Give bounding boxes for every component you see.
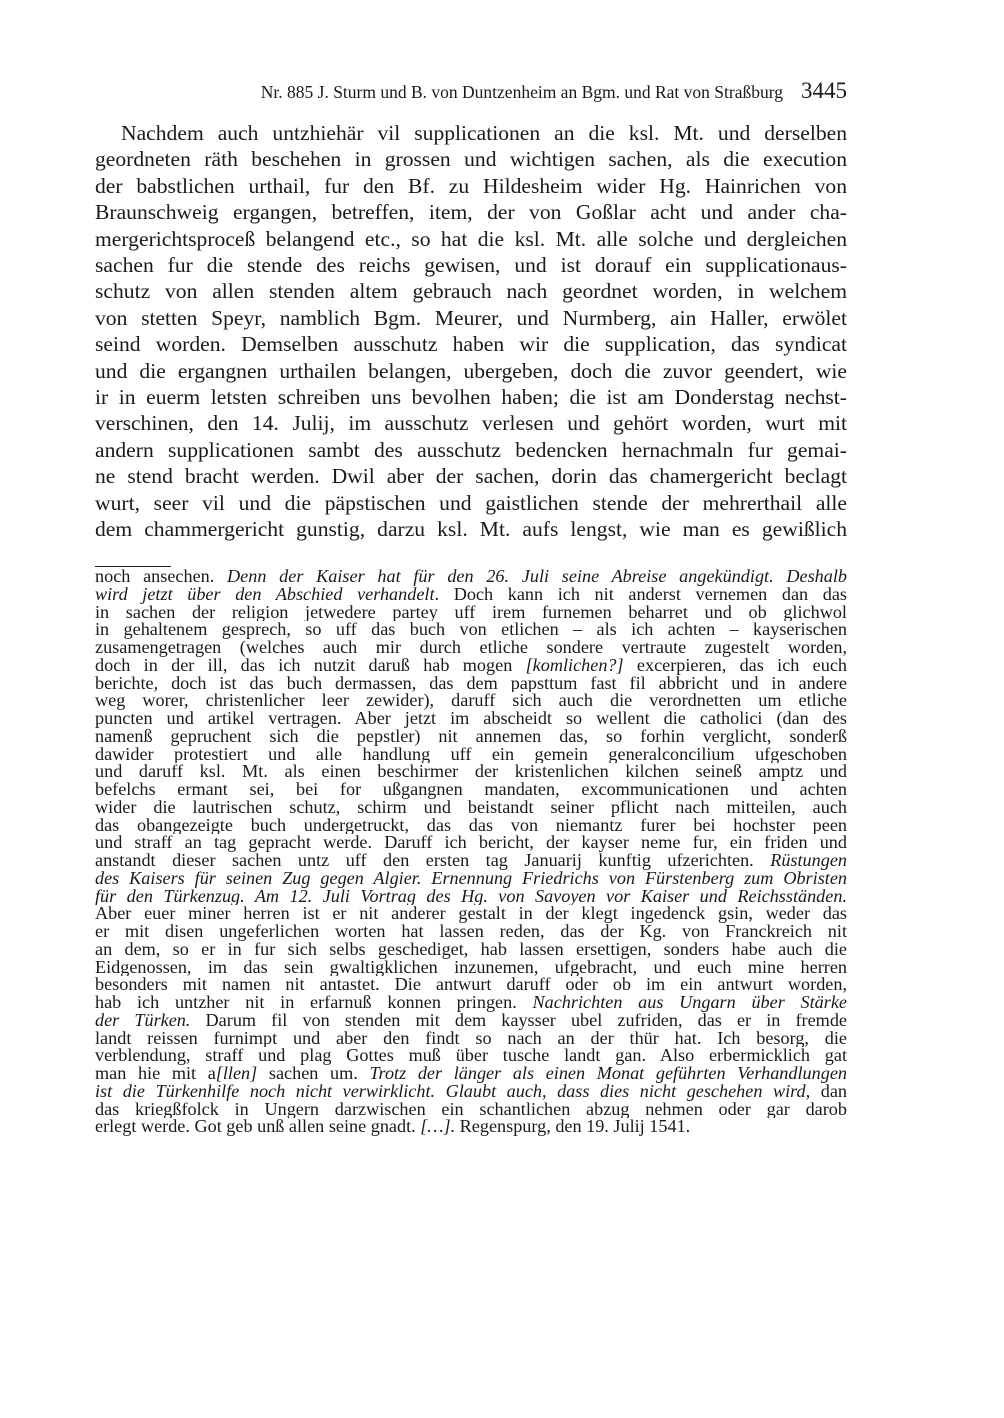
footnote-text: das obangezeigte buch undergetruckt, das das von niemantz furer bei hochster peen [95, 816, 847, 835]
footnote-line [95, 1012, 847, 1030]
footnote-text: excerpieren, das ich euch [623, 656, 847, 675]
footnote-line [95, 941, 847, 959]
footnote-text: an dem, so er in fur sich selbs geschediget, hab lassen ersettigen, sonders habe auch die [95, 940, 847, 959]
editorial-italic-text: ist die Türkenhilfe noch nicht verwirklicht. Glaubt auch, dass dies nicht geschehen wird, [95, 1082, 811, 1101]
main-text-line: schutz von allen stenden altem gebrauch nach geordnet worden, in welchem [95, 279, 847, 304]
footnote-line [95, 923, 847, 941]
footnote-text: in gehaltenem gesprech, so uff das buch von etlichen – als ich achten – kayserischen [95, 621, 847, 639]
main-text-line: dem chammergericht gunstig, darzu ksl. Mt. aufs lengst, wie man es gewißlich [95, 517, 847, 542]
footnote-line [95, 1101, 847, 1119]
footnote-text: dawider protestiert und alle handlung uff ein gemein generalconcilium ufgeschoben [95, 745, 847, 764]
main-text [95, 120, 847, 543]
footnote-line [95, 976, 847, 994]
main-text-line: und die ergangnen urthailen belangen, ubergeben, doch die zuvor geendert, wie [95, 358, 847, 383]
footnote-text: weg worer, christenlicher leer zewider), daruff sich auch die verordnetten um etliche [95, 692, 847, 710]
footnote-line [95, 1118, 847, 1136]
footnote-line [95, 692, 847, 710]
main-text-line: verschinen, den 14. Julij, im ausschutz verlesen und gehört worden, wurt mit [95, 411, 847, 436]
footnote-text: er mit disen ungeferlichen worten hat lassen reden, das der Kg. von Franckreich nit [95, 923, 847, 941]
footnote-text: anstandt dieser sachen untz uff den ersten tag Januarij kunftig ufzerichten. [95, 852, 771, 870]
editorial-italic-text: Nachrichten aus Ungarn über Stärke [532, 994, 847, 1012]
footnote-text: sachen um. [257, 1065, 370, 1083]
footnote-text: wider die lautrischen schutz, schirm und beistandt seiner pflicht nach mitteilen, auch [95, 798, 847, 817]
footnote-text: Eidgenossen, im das sein gwaltigklichen inzunemen, ufgebracht, und euch mine herren [95, 958, 847, 977]
footnote-line [95, 621, 847, 639]
editorial-italic-text: Rüstungen [770, 852, 847, 870]
main-text-line: sachen fur die stende des reichs gewisen, und ist dorauf ein supplicationaus- [95, 253, 847, 278]
main-text-line: andern supplicationen sambt des ausschutz bedencken hernachmaln fur gemai- [95, 437, 847, 462]
main-text-line: mergerichtsproceß belangend etc., so hat die ksl. Mt. alle solche und dergleichen [95, 226, 847, 251]
footnote-text: puncten und artikel vertragen. Aber jetzt im abscheidt so wellent die catholici (dan des [95, 710, 847, 728]
editorial-italic-text: Trotz der länger als einen Monat geführten Verhandlungen [369, 1065, 847, 1083]
footnote-line [95, 781, 847, 799]
footnote-line [95, 746, 847, 764]
footnote-text: besonders mit namen nit antastet. Die antwurt daruff oder ob im ein antwurt worden, [95, 976, 847, 994]
footnote-text: Aber euer miner herren ist er nit anderer gestalt in der klegt ingedenck gsin, weder das [95, 905, 847, 923]
footnote-line [95, 639, 847, 657]
main-text-line: geordneten räth beschehen in grossen und wichtigen sachen, als die execution [95, 147, 847, 172]
footnote-text: in sachen der religion jetwedere partey uff irem furnemen beharret und ob glichwol [95, 603, 847, 622]
footnote-line [95, 905, 847, 923]
footnote-text: Regenspurg, den 19. Julij 1541. [455, 1118, 691, 1136]
footnote-text: hab ich untzher nit in erfarnuß konnen pringen. [95, 994, 533, 1012]
footnote-line [95, 1047, 847, 1065]
footnote-text: berichte, doch ist das buch dermassen, das dem papsttum fast fil abbricht und in andere [95, 674, 847, 693]
footnote-line [95, 870, 847, 888]
footnote-text: man hie mit a [95, 1065, 216, 1083]
footnote-text: verblendung, straff und plag Gottes muß über tusche landt gan. Also erbermicklich gat [95, 1047, 847, 1065]
footnote-text: erlegt werde. Got geb unß allen seine gnadt. [95, 1118, 421, 1136]
footnote-line [95, 834, 847, 852]
footnote-line [95, 888, 847, 906]
page-number: 3445 [801, 78, 847, 103]
footnote-line [95, 1030, 847, 1048]
main-text-line: ne stend bracht werden. Dwil aber der sachen, dorin das chamergericht beclagt [95, 464, 847, 489]
footnote [95, 568, 847, 1136]
footnote-text: doch in der ill, das ich nutzit daruß hab mogen [95, 656, 526, 675]
footnote-line [95, 1065, 847, 1083]
footnote-text: namenß gepruchent sich die pepstler) nit annemen das, so forhin verglicht, sonderß [95, 727, 847, 746]
footnote-text: zusamengetragen (welches auch mir durch etliche sondere vertraute zugestelt worden, [95, 639, 847, 657]
footnote-line [95, 994, 847, 1012]
editorial-italic-text: Denn der Kaiser hat für den 26. Juli seine Abreise angekündigt. Deshalb [227, 568, 847, 586]
footnote-line [95, 817, 847, 835]
main-text-line: wurt, seer vil und die päpstischen und gaistlichen stende der mehrerthail alle [95, 490, 847, 515]
footnote-line [95, 568, 847, 586]
footnote-line [95, 763, 847, 781]
footnote-line [95, 728, 847, 746]
footnote-line [95, 852, 847, 870]
footnote-line [95, 657, 847, 675]
running-title: Nr. 885 J. Sturm und B. von Duntzenheim an Bgm. und Rat von Straßburg [260, 82, 783, 102]
footnote-text: landt reissen furnimpt und aber den findt so nach an der thür hat. Ich besorg, die [95, 1029, 847, 1048]
footnote-text: und daruff ksl. Mt. als einen beschirmer der kristenlichen kilchen seineß amptz und [95, 763, 847, 781]
editorial-italic-text: des Kaisers für seinen Zug gegen Algier. Ernennung Friedrichs von Fürstenberg zum Obristen [95, 869, 847, 888]
footnote-text: Darum fil von stenden mit dem kaysser ubel zufriden, das er in fremde [190, 1011, 847, 1030]
main-text-line: der babstlichen urthail, fur den Bf. zu Hildesheim wider Hg. Hainrichen von [95, 173, 847, 198]
footnote-line [95, 604, 847, 622]
editorial-italic-text: […]. [420, 1118, 456, 1136]
main-text-line: Nachdem auch untzhiehär vil supplicationen an die ksl. Mt. und derselben [121, 121, 847, 145]
footnote-text: das kriegßfolck in Ungern darzwischen ein schantlichen abzug nehmen oder gar darob [95, 1100, 847, 1119]
footnote-line [95, 675, 847, 693]
footnote-text: dan [810, 1082, 847, 1101]
page-header [95, 78, 847, 104]
editorial-italic-text: für den Türkenzug. Am 12. Juli Vortrag des Hg. von Savoyen vor Kaiser und Reichsständen. [95, 887, 847, 906]
editorial-italic-text: wird jetzt über den Abschied verhandelt [95, 585, 435, 604]
footnote-text: und straff an tag gepracht werde. Daruff ich bericht, der kayser neme fur, ein friden und [95, 834, 847, 852]
footnote-rule [95, 566, 171, 567]
main-text-line: von stetten Speyr, namblich Bgm. Meurer, und Nurmberg, ain Haller, erwölet [95, 305, 847, 330]
main-text-line: Braunschweig ergangen, betreffen, item, der von Goßlar acht und ander cha- [95, 200, 847, 225]
main-text-line: seind worden. Demselben ausschutz haben wir die supplication, das syndicat [95, 332, 847, 357]
footnote-text: noch ansechen. [95, 568, 228, 586]
footnote-line [95, 1083, 847, 1101]
footnote-text: . Doch kann ich nit anderst vernemen dan das [434, 585, 847, 604]
footnote-line [95, 959, 847, 977]
footnote-line [95, 586, 847, 604]
main-text-line: ir in euerm letsten schreiben uns bevolhen haben; die ist am Donderstag nechst- [95, 385, 847, 410]
editorial-italic-text: der Türken. [95, 1011, 191, 1030]
footnote-text: befelchs ermant sei, bei for ußgangnen mandaten, excommunicationen und achten [95, 781, 847, 799]
editorial-italic-text: [komlichen?] [525, 656, 624, 675]
footnote-line [95, 710, 847, 728]
footnote-line [95, 799, 847, 817]
editorial-italic-text: [llen] [215, 1065, 258, 1083]
